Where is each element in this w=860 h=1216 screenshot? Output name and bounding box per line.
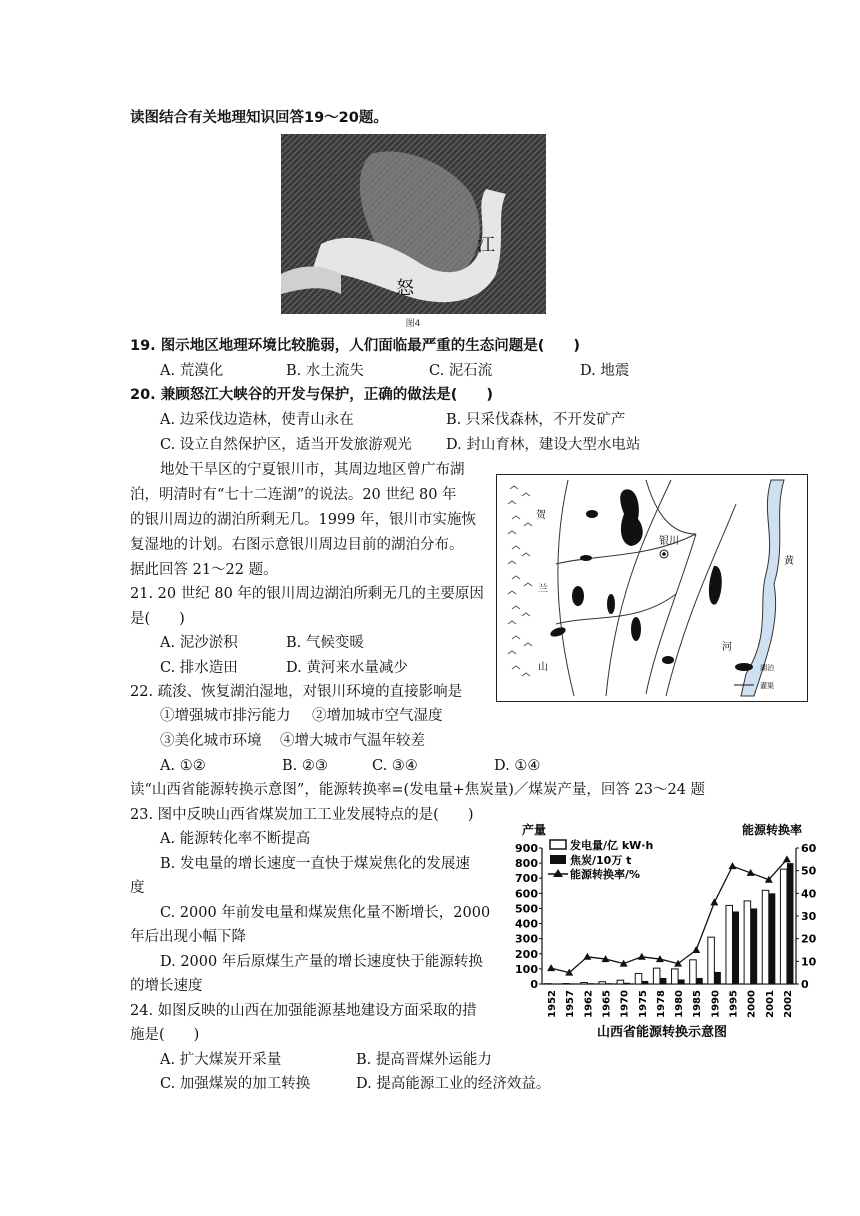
chart-ytick-left-label: 500 <box>515 902 538 916</box>
passage-line-5: 据此回答 21～22 题。 <box>130 562 278 578</box>
coke-bar <box>733 911 740 984</box>
map-label-lan: 兰 <box>538 584 548 595</box>
q24-stem-line-2: 施是( ) <box>130 1027 200 1043</box>
section-intro-19-20: 读图结合有关地理知识回答19～20题。 <box>130 110 388 126</box>
rate-point <box>783 855 791 862</box>
coke-bar <box>769 893 776 984</box>
fig4-label-jiang: 江 <box>477 235 495 256</box>
chart-ytick-right-label: 20 <box>801 932 817 946</box>
legend-canal-label: 灌渠 <box>760 682 774 690</box>
coke-bar <box>787 863 794 984</box>
power-bar <box>672 969 679 984</box>
q22-item-3: ③美化城市环境 <box>160 733 262 749</box>
q21-option-d[interactable]: D. 黄河来水量减少 <box>286 660 408 676</box>
chart-ytick-left-label: 300 <box>515 932 538 946</box>
passage-line-3: 的银川周边的湖泊所剩无几。1999 年，银川市实施恢 <box>130 512 477 528</box>
chart-ytick-right-label: 10 <box>801 955 817 969</box>
map-label-river: 河 <box>722 642 732 653</box>
q21-stem-line-1: 21. 20 世纪 80 年的银川周边湖泊所剩无几的主要原因 <box>130 586 484 602</box>
q22-item-2: ②增加城市空气湿度 <box>312 708 443 724</box>
q22-option-d[interactable]: D. ①④ <box>494 758 541 774</box>
chart-ytick-left-label: 100 <box>515 962 538 976</box>
map-label-shan: 山 <box>538 662 548 673</box>
coke-bar <box>587 983 594 984</box>
q24-stem-line-1: 24. 如图反映的山西在加强能源基地建设方面采取的措 <box>130 1003 477 1019</box>
chart-xtick-label: 1978 <box>655 990 667 1018</box>
chart-ytick-left-label: 600 <box>515 887 538 901</box>
q22-option-b[interactable]: B. ②③ <box>282 758 328 774</box>
coke-bar <box>624 983 631 984</box>
q24-option-d[interactable]: D. 提高能源工业的经济效益。 <box>356 1076 551 1092</box>
q22-option-c[interactable]: C. ③④ <box>372 758 418 774</box>
coke-bar <box>642 981 649 984</box>
q22-stem: 22. 疏浚、恢复湖泊湿地，对银川环境的直接影响是 <box>130 684 463 700</box>
q22-item-4: ④增大城市气温年较差 <box>280 733 425 749</box>
q24-option-c[interactable]: C. 加强煤炭的加工转换 <box>160 1076 311 1092</box>
power-bar <box>780 869 787 984</box>
q23-option-c-line-1[interactable]: C. 2000 年前发电量和煤炭焦化量不断增长，2000 <box>160 905 491 921</box>
fig4-label-nu: 怒 <box>396 278 414 299</box>
chart-xtick-label: 1980 <box>674 990 686 1018</box>
q20-option-a[interactable]: A. 边采伐边造林，使青山永在 <box>160 412 354 428</box>
legend-coke-label: 焦炭/10万 t <box>570 854 632 867</box>
q23-stem: 23. 图中反映山西省煤炭加工工业发展特点的是( ) <box>130 807 474 823</box>
shanxi-energy-chart <box>506 818 818 1044</box>
rate-point <box>547 964 555 971</box>
chart-ytick-right-label: 30 <box>801 910 817 923</box>
map-label-huang: 黄 <box>784 556 794 567</box>
legend-rate-label: 能源转换率/% <box>570 868 641 881</box>
legend-rate-marker <box>553 869 563 877</box>
q24-option-a[interactable]: A. 扩大煤炭开采量 <box>160 1052 282 1068</box>
chart-ytick-right-label: 60 <box>801 842 817 855</box>
power-bar <box>690 960 697 984</box>
q21-option-c[interactable]: C. 排水造田 <box>160 660 238 676</box>
passage-line-4: 复湿地的计划。右图示意银川周边目前的湖泊分布。 <box>130 537 464 553</box>
power-bar <box>635 973 642 984</box>
nujiang-gorge-photo <box>281 134 546 330</box>
q23-option-b-line-2[interactable]: 度 <box>130 880 145 896</box>
chart-xtick-label: 1975 <box>637 990 649 1018</box>
rate-point <box>638 953 646 960</box>
q22-item-1: ①增强城市排污能力 <box>160 708 291 724</box>
q23-option-d-line-2[interactable]: 的增长速度 <box>130 978 203 994</box>
q21-option-a[interactable]: A. 泥沙淤积 <box>160 635 238 651</box>
power-bar <box>744 901 751 984</box>
q20-option-b[interactable]: B. 只采伐森林，不开发矿产 <box>446 412 626 428</box>
chart-ylabel-right: 能源转换率 <box>742 823 803 837</box>
legend-lake-label: 湖泊 <box>760 664 774 672</box>
chart-xtick-label: 2002 <box>782 990 794 1018</box>
q21-option-b[interactable]: B. 气候变暖 <box>286 635 364 651</box>
chart-xtick-label: 1995 <box>728 990 740 1018</box>
q19-option-a[interactable]: A. 荒漠化 <box>160 363 224 379</box>
power-bar <box>581 982 588 984</box>
q20-option-d[interactable]: D. 封山育林，建设大型水电站 <box>446 437 641 453</box>
chart-ylabel-left: 产量 <box>522 823 547 837</box>
coke-bar <box>678 979 685 984</box>
legend-lake-symbol <box>735 663 753 671</box>
rate-point <box>729 862 737 869</box>
rate-point <box>692 946 700 953</box>
yinchuan-lake-map <box>496 474 808 702</box>
coke-bar <box>696 978 703 984</box>
power-bar <box>708 937 715 984</box>
q24-option-b[interactable]: B. 提高晋煤外运能力 <box>356 1052 492 1068</box>
q23-option-d-line-1[interactable]: D. 2000 年后原煤生产量的增长速度快于能源转换 <box>160 954 483 970</box>
chart-xtick-label: 1962 <box>583 990 595 1018</box>
chart-ytick-right-label: 40 <box>801 887 817 901</box>
q19-option-c[interactable]: C. 泥石流 <box>429 363 493 379</box>
chart-ytick-left-label: 400 <box>515 917 538 931</box>
chart-xtick-label: 1985 <box>692 990 704 1018</box>
chart-xtick-label: 1970 <box>619 990 631 1018</box>
chart-ytick-left-label: 200 <box>515 947 538 961</box>
fig4-caption: 图4 <box>405 319 421 329</box>
legend-power-swatch <box>550 840 566 849</box>
chart-ytick-left-label: 900 <box>515 842 538 855</box>
chart-xtick-label: 1952 <box>547 990 559 1018</box>
passage-line-2: 泊，明清时有“七十二连湖”的说法。20 世纪 80 年 <box>130 487 457 503</box>
chart-xtick-label: 2000 <box>746 990 758 1018</box>
chart-ytick-left-label: 0 <box>530 978 538 991</box>
power-bar <box>617 980 624 984</box>
q19-stem: 19. 图示地区地理环境比较脆弱，人们面临最严重的生态问题是( ) <box>130 338 580 354</box>
power-bar <box>762 890 769 984</box>
q23-option-a[interactable]: A. 能源转化率不断提高 <box>160 831 311 847</box>
chart-xtick-label: 1965 <box>601 990 613 1018</box>
passage-line-1: 地处干旱区的宁夏银川市，其周边地区曾广布湖 <box>160 462 465 478</box>
chart-xtick-label: 1957 <box>565 990 577 1018</box>
q19-option-d[interactable]: D. 地震 <box>580 363 630 379</box>
power-bar <box>653 968 660 984</box>
legend-coke-swatch <box>550 855 566 864</box>
power-bar <box>599 982 606 984</box>
chart-ytick-left-label: 800 <box>515 857 538 871</box>
q21-stem-line-2: 是( ) <box>130 611 185 627</box>
section-intro-23-24: 读“山西省能源转换示意图”，能源转换率=(发电量+焦炭量)／煤炭产量，回答 23～24 题 <box>130 782 706 798</box>
q19-option-b[interactable]: B. 水土流失 <box>286 363 364 379</box>
chart-ytick-right-label: 50 <box>801 864 817 878</box>
coke-bar <box>660 978 667 984</box>
q20-option-c[interactable]: C. 设立自然保护区，适当开发旅游观光 <box>160 437 412 453</box>
coke-bar <box>714 972 721 984</box>
chart-xtick-label: 2001 <box>764 990 776 1018</box>
chart-title: 山西省能源转换示意图 <box>596 1025 728 1040</box>
rate-point <box>583 953 591 960</box>
power-bar <box>726 905 733 984</box>
chart-ytick-right-label: 0 <box>801 978 809 991</box>
legend-power-label: 发电量/亿 kW·h <box>570 839 654 852</box>
chart-xtick-label: 1990 <box>710 990 722 1018</box>
q23-option-b-line-1[interactable]: B. 发电量的增长速度一直快于煤炭焦化的发展速 <box>160 856 470 872</box>
coke-bar <box>606 983 613 984</box>
map-label-yinchuan: 银川 <box>659 536 679 547</box>
rate-point <box>710 898 718 905</box>
map-label-he: 贺 <box>536 510 546 521</box>
q20-stem: 20. 兼顾怒江大峡谷的开发与保护，正确的做法是( ) <box>130 387 493 403</box>
coke-bar <box>751 908 758 984</box>
q22-option-a[interactable]: A. ①② <box>160 758 206 774</box>
chart-ytick-left-label: 700 <box>515 872 538 886</box>
q23-option-c-line-2[interactable]: 年后出现小幅下降 <box>130 929 246 945</box>
